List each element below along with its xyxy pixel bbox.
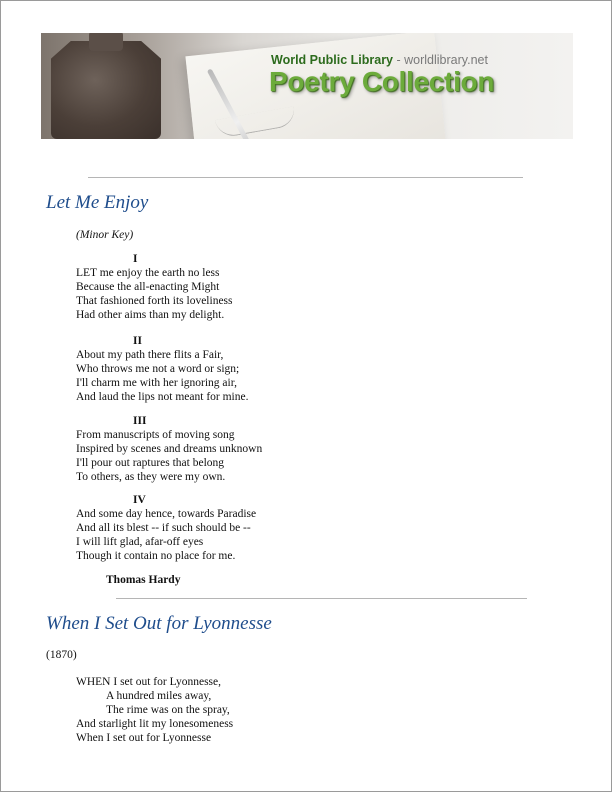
stanza [76, 507, 256, 563]
poem-line: And starlight lit my lonesomeness [76, 718, 234, 730]
poem-line: LET me enjoy the earth no less [76, 267, 220, 279]
poem-line: The rime was on the spray, [106, 704, 230, 716]
poem-line: That fashioned forth its loveliness [76, 295, 233, 307]
stanza-numeral: II [133, 335, 142, 347]
stanza [76, 266, 233, 322]
poem-line: A hundred miles away, [106, 690, 212, 702]
poem-line: From manuscripts of moving song [76, 429, 235, 441]
poem-line: I'll charm me with her ignoring air, [76, 377, 237, 389]
poem-line: Because the all-enacting Might [76, 281, 220, 293]
stanza-numeral: III [133, 415, 147, 427]
site-domain: - worldlibrary.net [393, 53, 488, 67]
poem-author: Thomas Hardy [106, 574, 181, 586]
poem-subtitle: (Minor Key) [76, 229, 134, 241]
stanza [76, 675, 233, 745]
poem-line: Though it contain no place for me. [76, 550, 236, 562]
poem-line: To others, as they were my own. [76, 471, 226, 483]
poem-year: (1870) [46, 649, 77, 661]
poem-line: And all its blest -- if such should be -- [76, 522, 251, 534]
poem-line: I will lift glad, afar-off eyes [76, 536, 204, 548]
poem-line: WHEN I set out for Lyonnesse, [76, 676, 221, 688]
divider-top [88, 177, 523, 178]
poem-line: Who throws me not a word or sign; [76, 363, 240, 375]
stanza-numeral: IV [133, 494, 146, 506]
poem-line: Had other aims than my delight. [76, 309, 225, 321]
header-banner [41, 33, 573, 139]
poem-line: And some day hence, towards Paradise [76, 508, 257, 520]
divider-middle [116, 598, 527, 599]
poem-line: When I set out for Lyonnesse [76, 732, 212, 744]
poem-line: About my path there flits a Fair, [76, 349, 224, 361]
site-name-label: World Public Library [271, 53, 394, 67]
collection-title: Poetry Collection [269, 66, 495, 97]
stanza-numeral: I [133, 253, 138, 265]
poem-line: And laud the lips not meant for mine. [76, 391, 249, 403]
poem-title-let-me-enjoy: Let Me Enjoy [46, 192, 149, 213]
poem-line: I'll pour out raptures that belong [76, 457, 225, 469]
inkwell-illustration [51, 41, 161, 139]
stanza [76, 348, 248, 404]
poem-title-lyonnesse: When I Set Out for Lyonnesse [46, 613, 272, 634]
poem-line: Inspired by scenes and dreams unknown [76, 443, 263, 455]
site-name [271, 53, 488, 67]
inkwell-neck [89, 33, 123, 51]
stanza [76, 428, 262, 484]
